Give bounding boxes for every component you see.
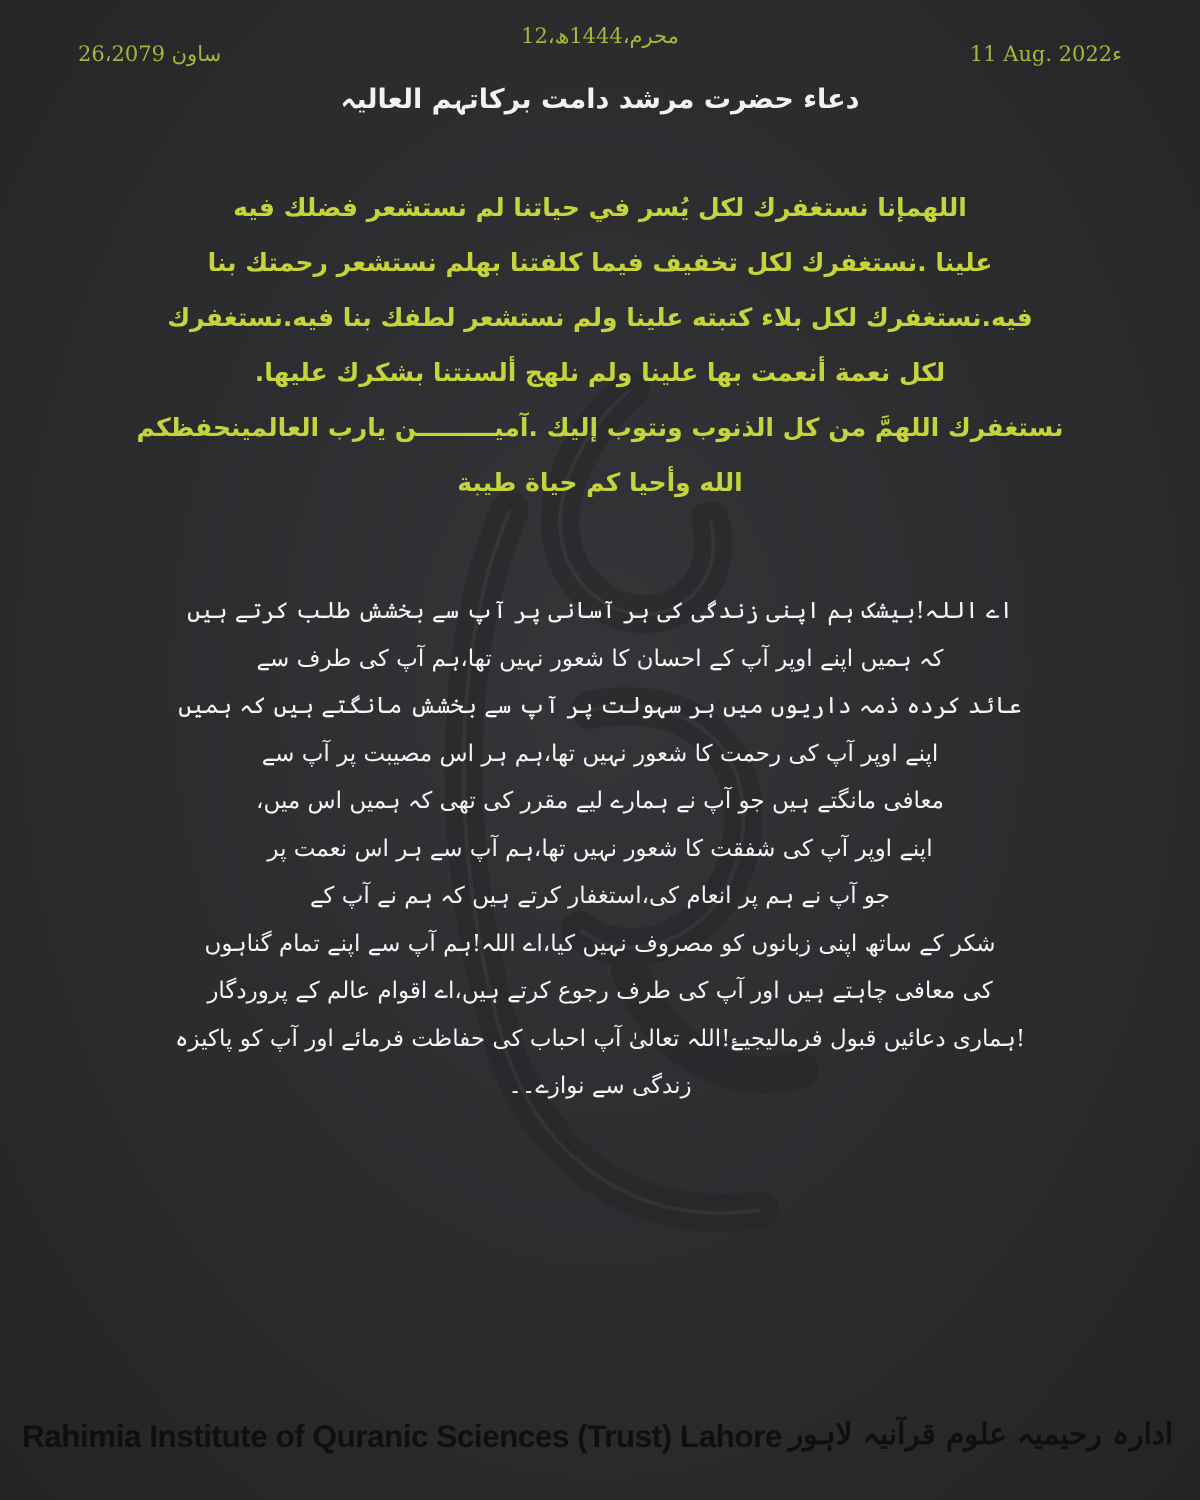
page-title: دعاء حضرت مرشد دامت برکاتہم العالیہ	[340, 84, 860, 115]
urdu-line: زندگی سے نوازے۔۔	[508, 1073, 692, 1099]
arabic-line: فيه.نستغفرك لكل بلاء كتبته علينا ولم نستشعر لطفك بنا فيه.نستغفرك	[167, 303, 1033, 332]
urdu-line: معافی مانگتے ہیں جو آپ نے ہمارے لیے مقرر کی تھی کہ ہمیں اس میں،	[256, 788, 944, 814]
urdu-line: اپنے اوپر آپ کی رحمت کا شعور نہیں تھا،ہم ہر اس مصیبت پر آپ سے	[261, 740, 939, 767]
urdu-line: عائد کردہ ذمہ داریوں میں ہر سہولت پر آپ سے بخشش مانگتے ہیں کہ ہمیں	[178, 693, 1022, 719]
arabic-line: اللهمإنا نستغفرك لكل يُسر في حياتنا لم نستشعر فضلك فيه	[233, 193, 967, 222]
arabic-line: الله وأحيا كم حياة طيبة	[457, 468, 743, 497]
arabic-line: لكل نعمة أنعمت بها علينا ولم نلهج ألسنتنا بشكرك عليها.	[254, 358, 946, 387]
arabic-line: نستغفرك اللهمَّ من كل الذنوب ونتوب إليك .آميـــــــــن يارب العالمينحفظكم	[136, 413, 1064, 442]
date-gregorian: 11 Aug. 2022ء	[969, 42, 1122, 66]
institute-name-english: Rahimia Institute of Quranic Sciences (Trust) Lahore	[22, 1418, 782, 1454]
arabic-dua	[80, 180, 1120, 510]
urdu-line: جو آپ نے ہم پر انعام کی،استغفار کرتے ہیں کہ ہم نے آپ کے	[309, 883, 891, 909]
footer-brand	[0, 1410, 1200, 1474]
urdu-line: !ہماری دعائیں قبول فرمالیجیۓ!اللہ تعالیٰ آپ احباب کی حفاظت فرمائے اور آپ کو پاکیزہ	[174, 1025, 1026, 1052]
urdu-line: اے اللہ!بیشک ہم اپنی زندگی کی ہر آسانی پر آپ سے بخشش طلب کرتے ہیں	[187, 598, 1013, 624]
date-hijri: 12،محرم،1444ھ	[521, 24, 679, 48]
urdu-line: کی معافی چاہتے ہیں اور آپ کی طرف رجوع کرتے ہیں،اے اقوام عالم کے پروردگار	[207, 978, 993, 1004]
institute-logo-urdu: ادارہ رحیمیہ علوم قرآنیہ لاہور	[788, 1416, 1174, 1451]
arabic-line: علينا .نستغفرك لكل تخفيف فيما كلفتنا بهلم نستشعر رحمتك بنا	[207, 248, 993, 277]
urdu-line: اپنے اوپر آپ کی شفقت کا شعور نہیں تھا،ہم آپ سے ہر اس نعمت پر	[267, 835, 933, 862]
urdu-translation	[160, 588, 1040, 1111]
date-bikrami: 26،ساون 2079	[78, 42, 222, 66]
urdu-line: شکر کے ساتھ اپنی زبانوں کو مصروف نہیں کیا،اے اللہ!ہم آپ سے اپنے تمام گناہوں	[204, 930, 996, 957]
urdu-line: کہ ہمیں اپنے اوپر آپ کے احسان کا شعور نہیں تھا،ہم آپ کی طرف سے	[256, 645, 944, 672]
